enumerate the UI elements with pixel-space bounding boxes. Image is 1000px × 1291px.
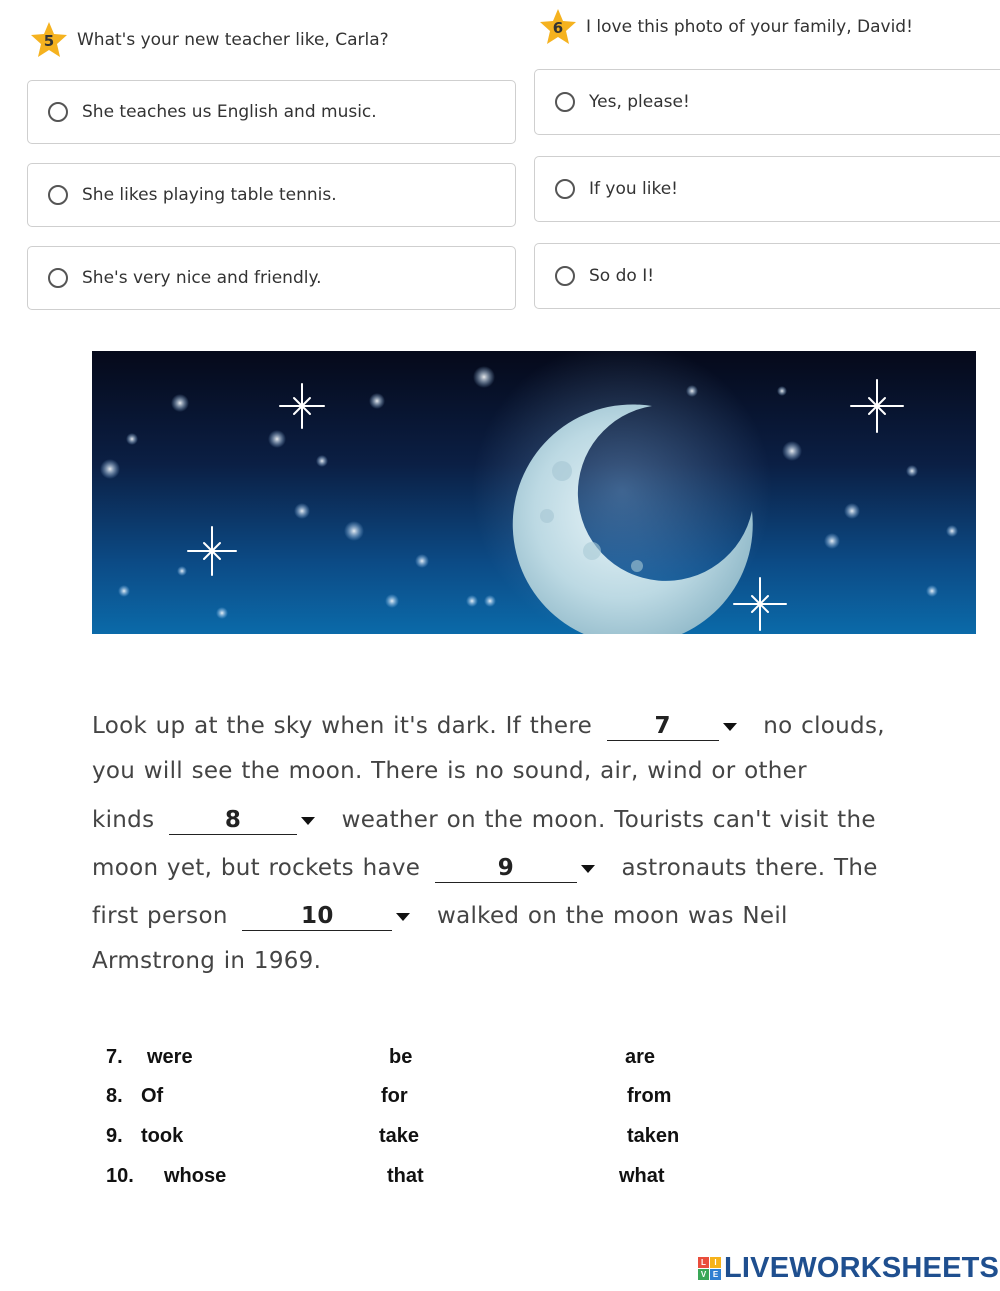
choice-number: 9. xyxy=(106,1125,123,1147)
blank-number: 10 xyxy=(301,903,334,929)
passage-line-1 xyxy=(92,712,885,741)
radio-button[interactable] xyxy=(48,185,68,205)
choice-row-7 xyxy=(0,1046,1000,1076)
dropdown-caret-icon[interactable] xyxy=(723,723,737,731)
passage-text: moon yet, but rockets have xyxy=(92,855,421,881)
radio-button[interactable] xyxy=(555,92,575,112)
passage-line-5 xyxy=(92,902,788,931)
passage-line-6 xyxy=(92,948,321,974)
answer-choices xyxy=(0,1046,1000,1206)
choice-number: 10. xyxy=(106,1165,134,1187)
question-6-header xyxy=(538,7,913,47)
radio-button[interactable] xyxy=(48,102,68,122)
night-sky-moon-image xyxy=(92,351,976,634)
radio-button[interactable] xyxy=(555,179,575,199)
q6-option-3[interactable] xyxy=(534,243,1000,309)
dropdown-caret-icon[interactable] xyxy=(396,913,410,921)
passage-line-3 xyxy=(92,806,876,835)
option-label: So do I! xyxy=(589,266,655,286)
q5-option-2[interactable] xyxy=(27,163,516,227)
liveworksheets-logo[interactable] xyxy=(698,1252,999,1285)
passage-line-2 xyxy=(92,758,807,784)
choice-a: whose xyxy=(164,1165,227,1187)
choice-a: took xyxy=(141,1125,184,1147)
reading-passage xyxy=(92,700,972,1000)
dropdown-caret-icon[interactable] xyxy=(581,865,595,873)
option-label: She's very nice and friendly. xyxy=(82,268,322,288)
option-label: She teaches us English and music. xyxy=(82,102,377,122)
passage-text: you will see the moon. There is no sound, air, wind or other xyxy=(92,758,807,784)
question-5-header xyxy=(29,20,389,60)
passage-text: kinds xyxy=(92,807,155,833)
choice-row-10 xyxy=(0,1165,1000,1195)
passage-text: first person xyxy=(92,903,228,929)
moon-stars-illustration xyxy=(92,351,976,634)
logo-text: LIVEWORKSHEETS xyxy=(724,1252,1000,1284)
option-label: She likes playing table tennis. xyxy=(82,185,337,205)
choice-b: for xyxy=(381,1085,408,1107)
choice-c: taken xyxy=(627,1125,680,1147)
question-number: 5 xyxy=(43,32,55,50)
option-label: Yes, please! xyxy=(589,92,690,112)
option-label: If you like! xyxy=(589,179,679,199)
star-icon xyxy=(29,20,69,60)
passage-text: astronauts there. The xyxy=(621,855,878,881)
choice-number: 7. xyxy=(106,1046,123,1068)
choice-b: be xyxy=(389,1046,413,1068)
passage-text: Look up at the sky when it's dark. If there xyxy=(92,713,593,739)
blank-number: 9 xyxy=(497,855,514,881)
star-icon xyxy=(538,7,578,47)
choice-c: what xyxy=(619,1165,665,1187)
blank-7-dropdown[interactable] xyxy=(607,712,719,741)
question-number: 6 xyxy=(552,19,564,37)
q6-option-1[interactable] xyxy=(534,69,1000,135)
passage-text: no clouds, xyxy=(763,713,885,739)
radio-button[interactable] xyxy=(48,268,68,288)
choice-c: are xyxy=(625,1046,656,1068)
choice-row-9 xyxy=(0,1125,1000,1155)
passage-text: Armstrong in 1969. xyxy=(92,948,322,974)
choice-c: from xyxy=(627,1085,672,1107)
choice-number: 8. xyxy=(106,1085,123,1107)
choice-a: were xyxy=(147,1046,193,1068)
passage-text: weather on the moon. Tourists can't visit the xyxy=(341,807,876,833)
choice-b: take xyxy=(379,1125,420,1147)
choice-b: that xyxy=(387,1165,424,1187)
question-prompt: What's your new teacher like, Carla? xyxy=(77,30,389,50)
blank-10-dropdown[interactable] xyxy=(242,902,392,931)
logo-blocks-icon: L I V E xyxy=(698,1257,721,1280)
passage-line-4 xyxy=(92,854,878,883)
blank-number: 7 xyxy=(654,713,671,739)
question-prompt: I love this photo of your family, David! xyxy=(586,17,913,37)
dropdown-caret-icon[interactable] xyxy=(301,817,315,825)
radio-button[interactable] xyxy=(555,266,575,286)
q5-option-3[interactable] xyxy=(27,246,516,310)
blank-number: 8 xyxy=(224,807,242,833)
q6-option-2[interactable] xyxy=(534,156,1000,222)
blank-8-dropdown[interactable] xyxy=(169,806,297,835)
blank-9-dropdown[interactable] xyxy=(435,854,577,883)
passage-text: walked on the moon was Neil xyxy=(436,903,788,929)
q5-option-1[interactable] xyxy=(27,80,516,144)
choice-row-8 xyxy=(0,1085,1000,1115)
choice-a: Of xyxy=(141,1085,164,1107)
